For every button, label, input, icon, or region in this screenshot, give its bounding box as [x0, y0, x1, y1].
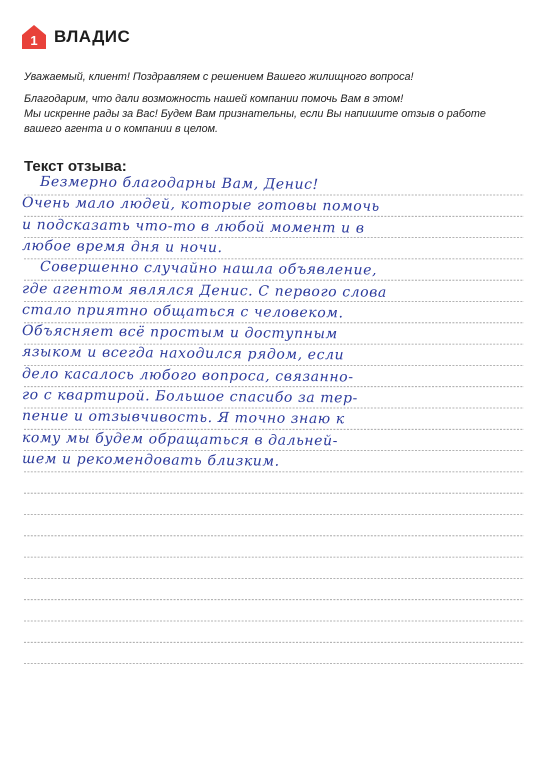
greeting: Уважаемый, клиент! Поздравляем с решением Вашего жилищного вопроса!	[24, 71, 414, 83]
handwritten-line: Очень мало людей, которые готовы помочь	[21, 195, 380, 216]
handwritten-line: где агентом являлся Денис. С первого слова	[21, 280, 388, 301]
intro-text	[24, 70, 524, 137]
handwritten-line: дело касалось любого вопроса, связанно-	[21, 365, 354, 386]
handwritten-line: Объясняет всё простым и доступным	[21, 323, 338, 343]
handwritten-line: любое время дня и ночи.	[21, 237, 223, 256]
brand-name: ВЛАДИС	[54, 27, 131, 46]
handwritten-line: Безмерно благодарны Вам, Денис!	[39, 174, 319, 193]
intro-line-1: Благодарим, что дали возможность нашей компании помочь Вам в этом!	[24, 93, 404, 105]
logo-digit: 1	[30, 33, 38, 48]
handwritten-line: пение и отзывчивость. Я точно знаю к	[21, 408, 345, 428]
handwritten-line: шем и рекомендовать близким.	[21, 450, 280, 470]
review-title: Текст отзыва:	[24, 158, 127, 175]
handwritten-line: языком и всегда находился рядом, если	[21, 344, 345, 364]
brand-header	[20, 20, 130, 54]
handwritten-line: стало приятно общаться с человеком.	[21, 301, 344, 322]
handwritten-line: Совершенно случайно нашла объявление,	[39, 259, 378, 279]
handwritten-line: и подсказать что-то в любой момент и в	[21, 216, 365, 237]
house-logo-icon	[20, 23, 48, 51]
intro-line-3: вашего агента и о компании в целом.	[24, 123, 218, 135]
intro-line-2: Мы искренне рады за Вас! Будем Вам признательны, если Вы напишите отзыв о работе	[24, 108, 486, 120]
handwritten-line: го с квартирой. Большое спасибо за тер-	[21, 387, 358, 407]
handwritten-line: кому мы будем обращаться в дальней-	[21, 429, 339, 449]
